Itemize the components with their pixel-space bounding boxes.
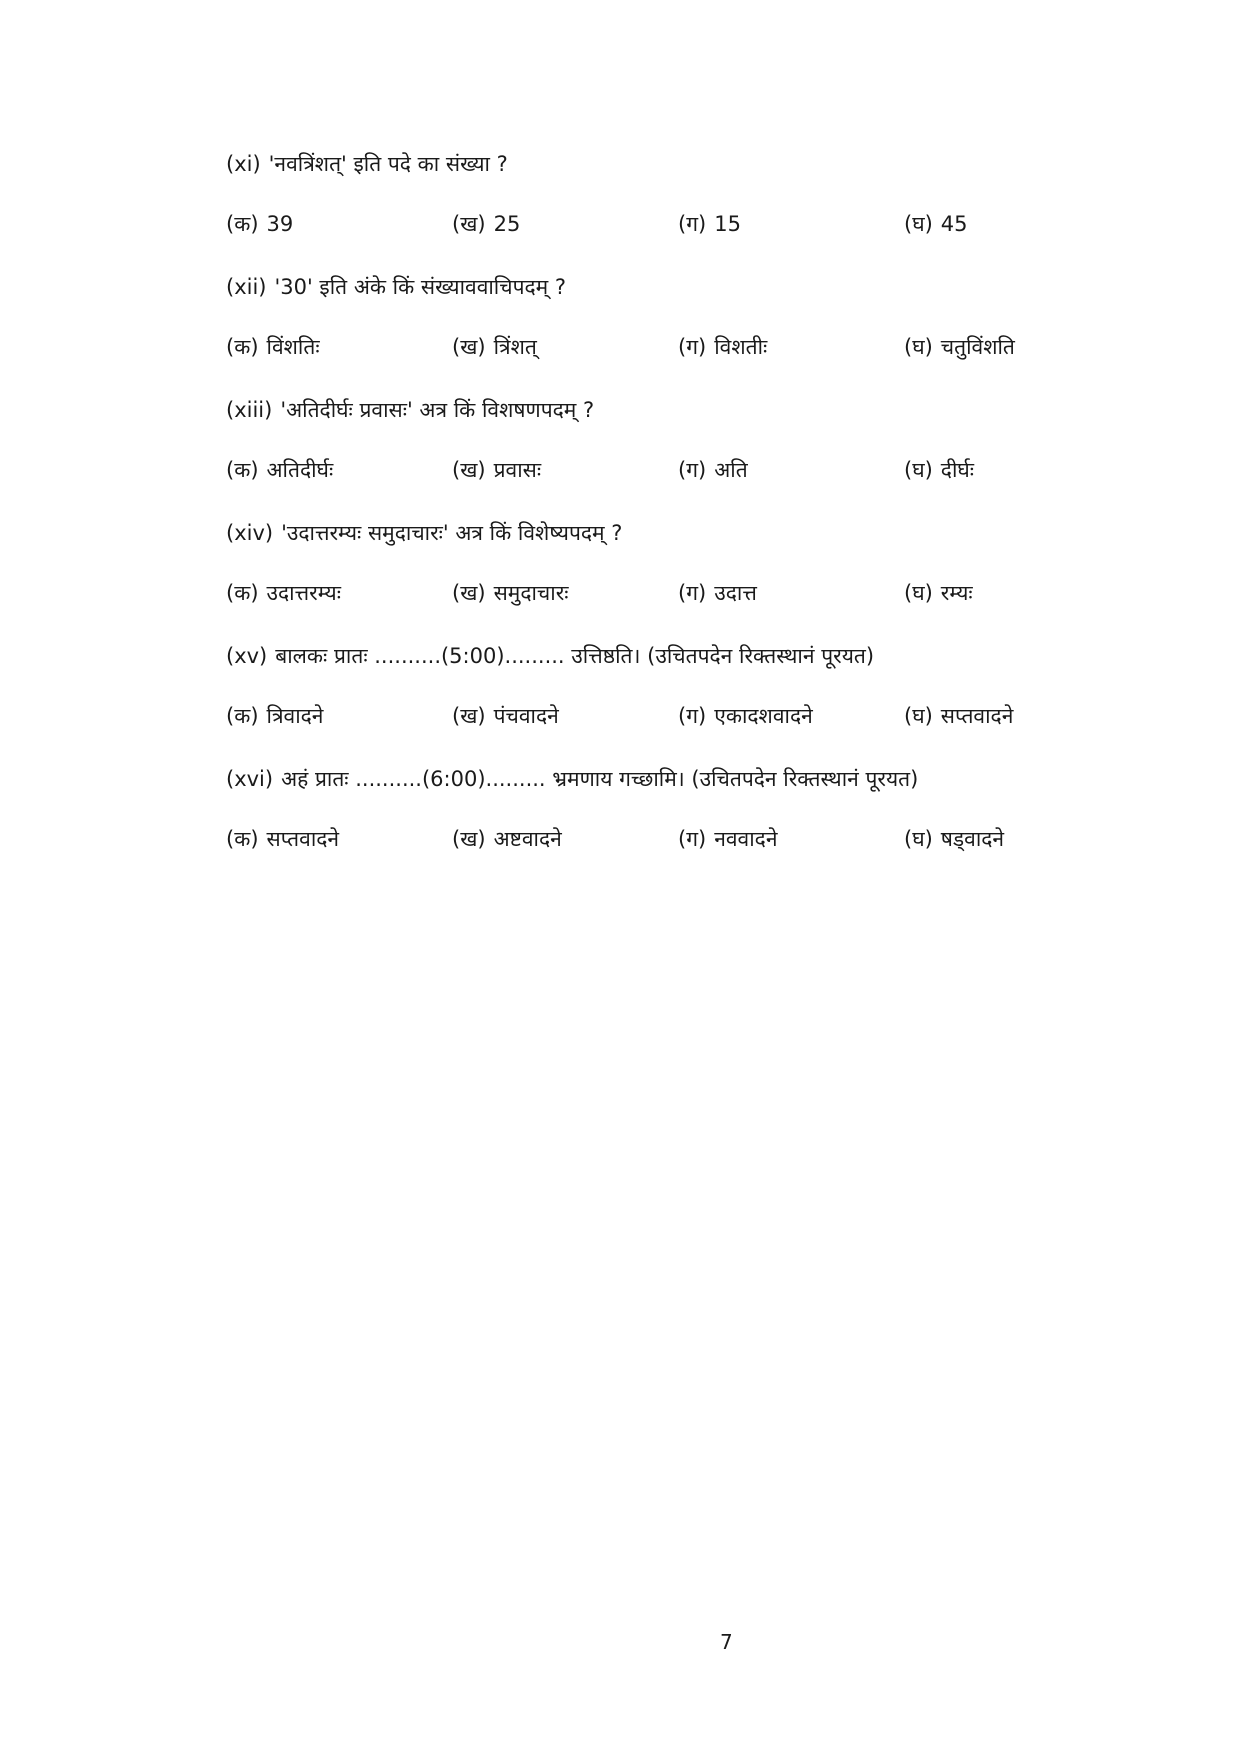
option-ka: (क) सप्तवादने	[226, 827, 340, 851]
options-row	[226, 579, 1126, 607]
option-ga: (ग) उदात्त	[678, 581, 757, 605]
question-text	[226, 273, 1126, 301]
option-ka: (क) उदात्तरम्यः	[226, 581, 341, 605]
option-ga: (ग) एकादशवादने	[678, 704, 813, 728]
question-number: (xv)	[226, 644, 268, 668]
option-ga: (ग) अति	[678, 458, 748, 482]
question-text	[226, 150, 1126, 178]
options-row	[226, 333, 1126, 361]
option-ka: (क) 39	[226, 212, 294, 236]
option-ga: (ग) नववादने	[678, 827, 778, 851]
option-ga: (ग) 15	[678, 212, 741, 236]
question-number: (xi)	[226, 152, 261, 176]
question-xii	[226, 273, 1126, 361]
option-ka: (क) अतिदीर्घः	[226, 458, 334, 482]
option-gha: (घ) रम्यः	[904, 581, 973, 605]
question-number: (xiii)	[226, 398, 273, 422]
question-body: 'नवत्रिंशत्' इति पदे का संख्या ?	[268, 152, 508, 176]
question-xv	[226, 642, 1126, 730]
question-number: (xvi)	[226, 767, 274, 791]
option-ka: (क) त्रिवादने	[226, 704, 324, 728]
question-xvi	[226, 765, 1126, 853]
question-xi	[226, 150, 1126, 238]
question-body: '30' इति अंके किं संख्याववाचिपदम् ?	[274, 275, 567, 299]
options-row	[226, 456, 1126, 484]
question-body: 'अतिदीर्घः प्रवासः' अत्र किं विशषणपदम् ?	[280, 398, 595, 422]
option-kha: (ख) अष्टवादने	[452, 827, 562, 851]
option-ga: (ग) विशतीः	[678, 335, 768, 359]
option-kha: (ख) त्रिंशत्	[452, 335, 537, 359]
page-number: 7	[720, 1630, 733, 1654]
option-gha: (घ) षड्वादने	[904, 827, 1005, 851]
options-row	[226, 825, 1126, 853]
option-gha: (घ) सप्तवादने	[904, 704, 1014, 728]
options-row	[226, 210, 1126, 238]
option-ka: (क) विंशतिः	[226, 335, 320, 359]
question-number: (xii)	[226, 275, 267, 299]
option-kha: (ख) प्रवासः	[452, 458, 542, 482]
question-text	[226, 396, 1126, 424]
option-kha: (ख) समुदाचारः	[452, 581, 569, 605]
question-xiii	[226, 396, 1126, 484]
question-number: (xiv)	[226, 521, 274, 545]
question-text	[226, 765, 1126, 793]
option-kha: (ख) पंचवादने	[452, 704, 559, 728]
question-xiv	[226, 519, 1126, 607]
options-row	[226, 702, 1126, 730]
option-kha: (ख) 25	[452, 212, 521, 236]
option-gha: (घ) 45	[904, 212, 968, 236]
question-text	[226, 519, 1126, 547]
question-body: अहं प्रातः ..........(6:00)......... भ्रमणाय गच्छामि। (उचितपदेन रिक्तस्थानं पूरयत)	[281, 767, 919, 791]
option-gha: (घ) दीर्घः	[904, 458, 975, 482]
question-body: 'उदात्तरम्यः समुदाचारः' अत्र किं विशेष्यपदम् ?	[281, 521, 623, 545]
option-gha: (घ) चतुविंशति	[904, 335, 1015, 359]
question-body: बालकः प्रातः ..........(5:00)......... उत्तिष्ठति। (उचितपदेन रिक्तस्थानं पूरयत)	[275, 644, 875, 668]
question-text	[226, 642, 1126, 670]
